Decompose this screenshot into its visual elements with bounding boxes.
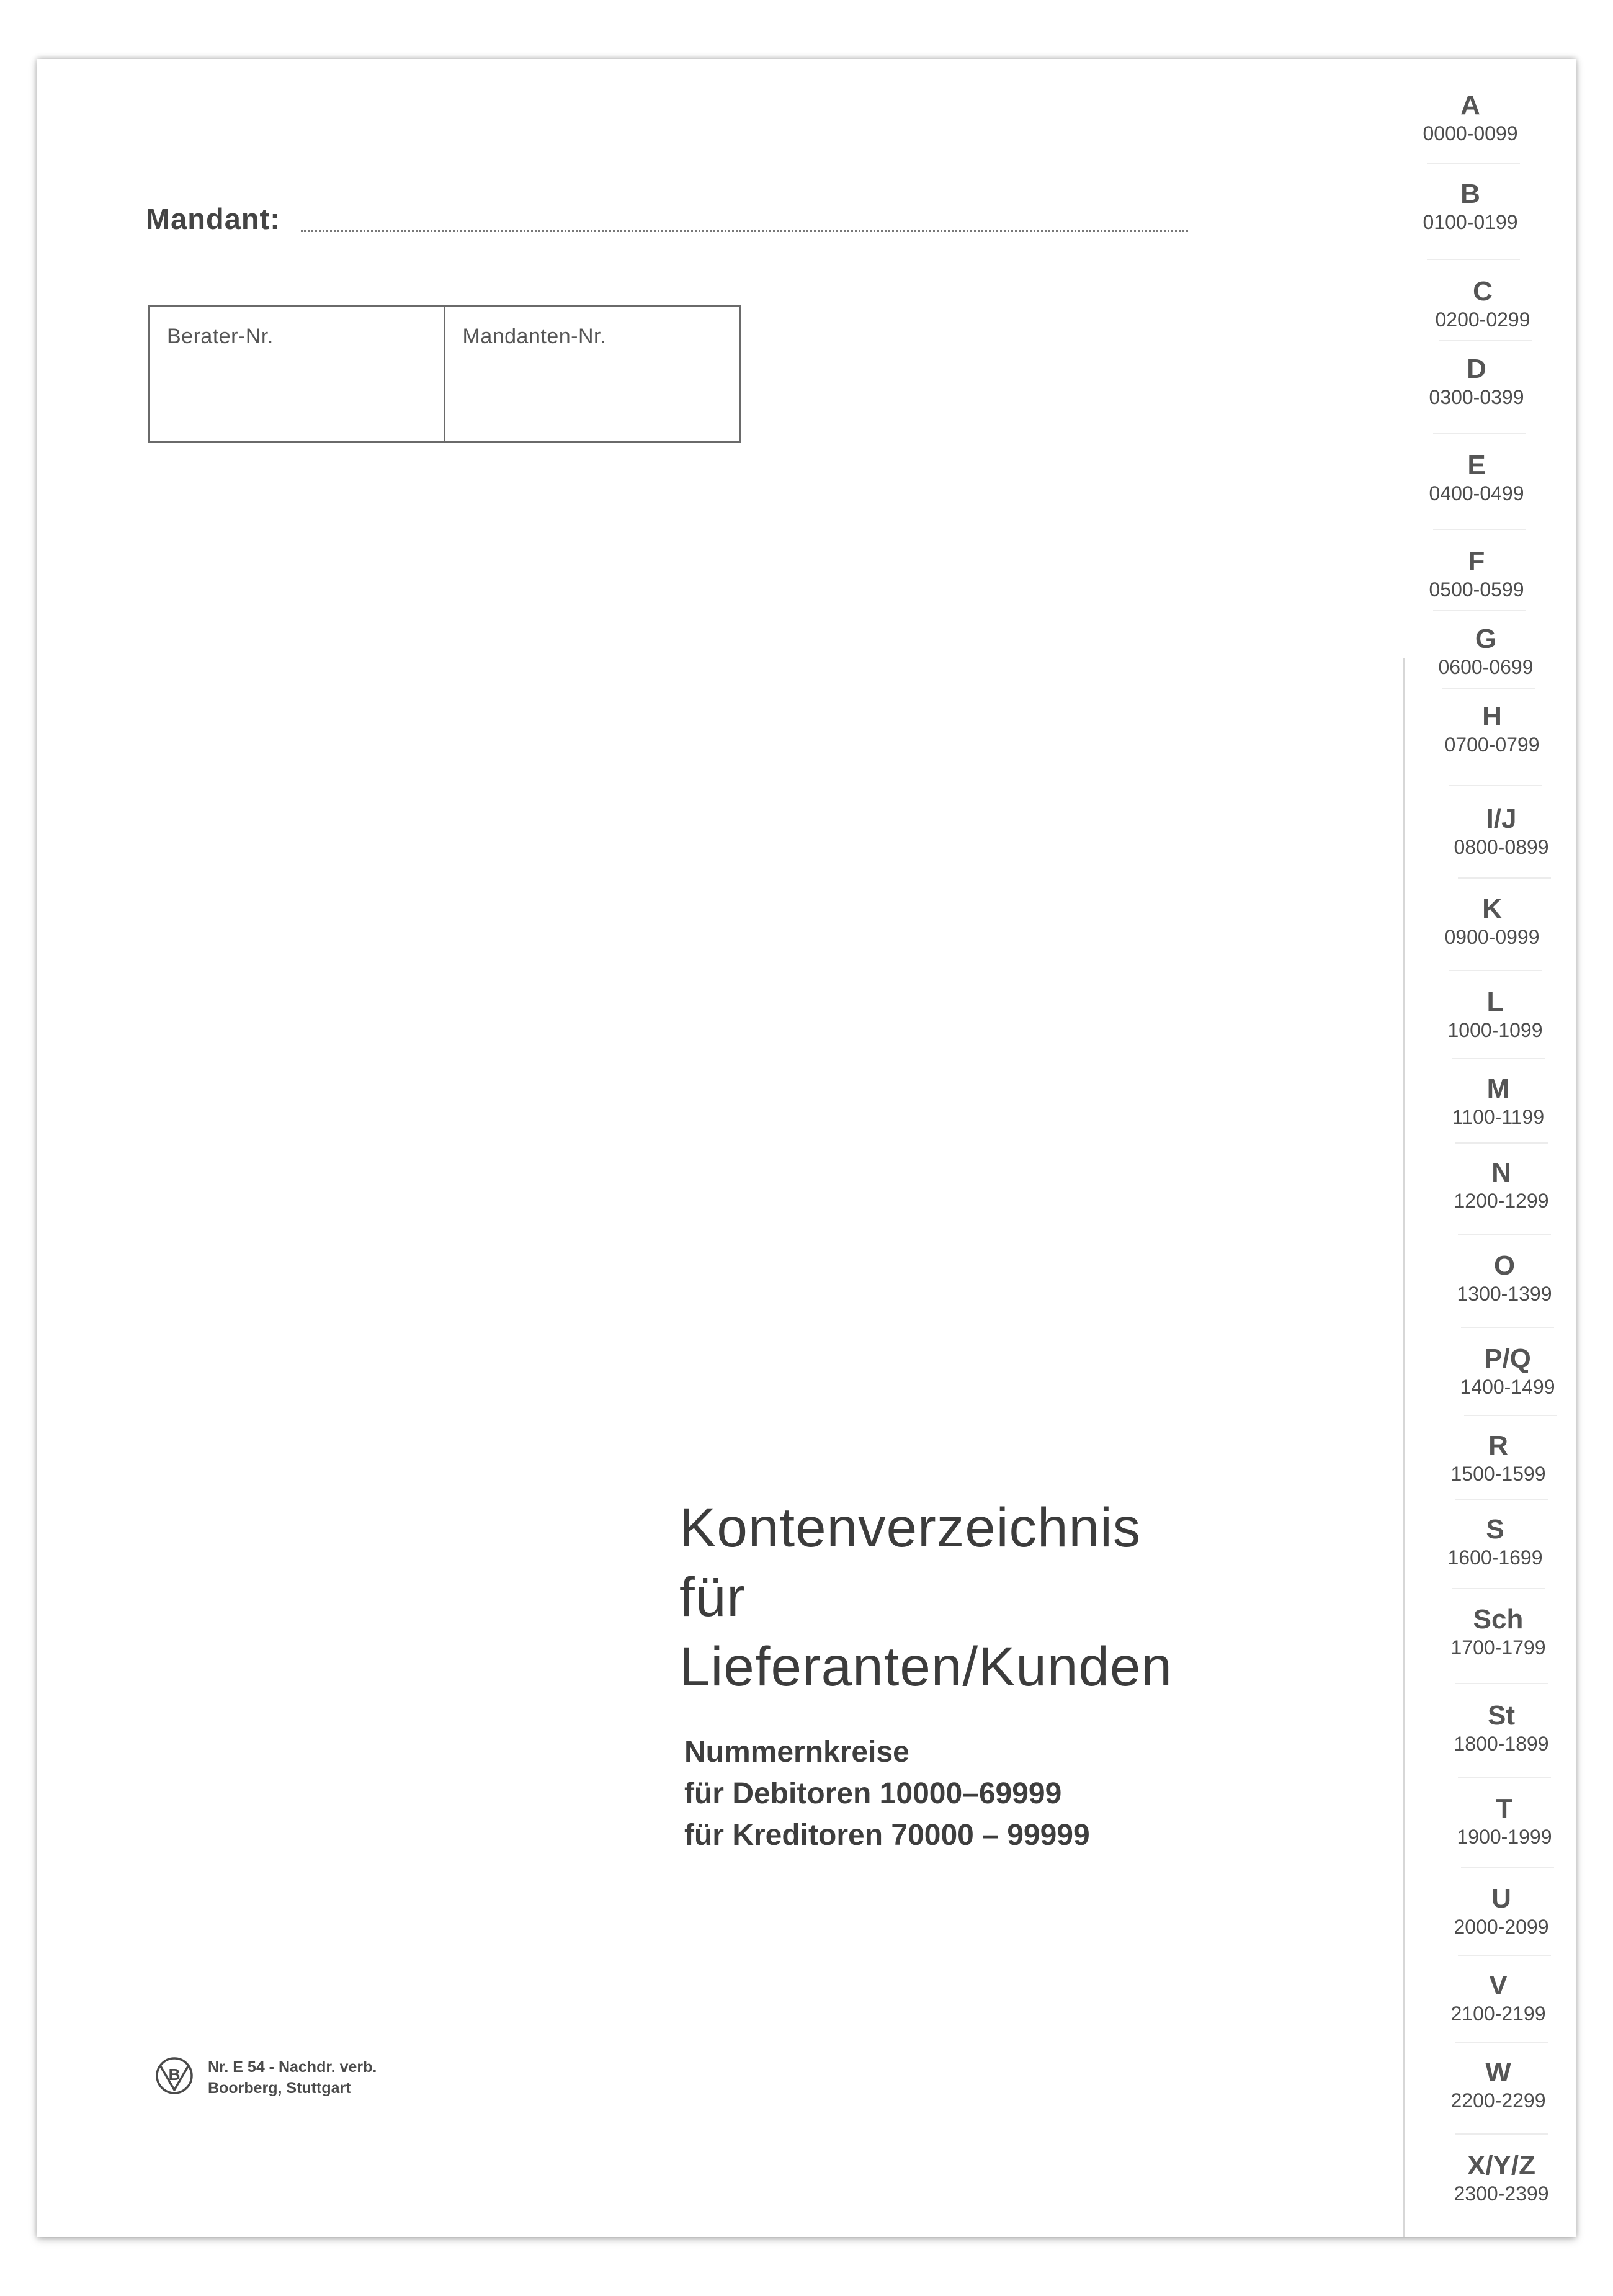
register-tab[interactable] (1433, 2150, 1570, 2206)
boorberg-logo-icon (155, 2056, 194, 2095)
register-tab-letter: M (1486, 1074, 1510, 1104)
register-tab-range: 0000-0099 (1423, 122, 1518, 145)
register-tab-letter: C (1473, 276, 1493, 307)
mandant-field[interactable] (146, 202, 1188, 245)
register-tab[interactable] (1433, 1157, 1570, 1213)
register-tab-range: 2100-2199 (1450, 2002, 1546, 2025)
register-edge-line (1403, 658, 1405, 2237)
register-tab-divider (1458, 1777, 1551, 1778)
register-tab-divider (1442, 688, 1535, 689)
register-tab-range: 0300-0399 (1429, 386, 1524, 408)
register-tab-letter: T (1496, 1793, 1513, 1824)
register-tab-divider (1458, 877, 1551, 879)
register-tab-range: 0100-0199 (1423, 211, 1518, 233)
mandanten-nr-label: Mandanten-Nr. (462, 325, 606, 348)
register-tab-range: 1000-1099 (1447, 1019, 1543, 1041)
register-tab-letter: D (1467, 354, 1486, 384)
register-tab[interactable] (1430, 1970, 1566, 2026)
register-tab-letter: H (1482, 701, 1502, 732)
logo-letter: B (168, 2065, 181, 2084)
register-tab-divider (1455, 1499, 1548, 1500)
register-tab-letter: F (1468, 546, 1485, 576)
publisher-text (208, 2056, 377, 2099)
register-tab-divider (1458, 1955, 1551, 1956)
register-tab[interactable] (1418, 624, 1554, 679)
register-tab-letter: R (1488, 1430, 1508, 1461)
register-tab-range: 0200-0299 (1435, 308, 1530, 331)
register-tab-divider (1455, 1683, 1548, 1684)
register-tab-letter: St (1488, 1700, 1515, 1731)
register-tab[interactable] (1433, 1883, 1570, 1939)
id-number-box (148, 305, 741, 443)
register-tab-divider (1464, 1415, 1557, 1416)
register-tab-divider (1449, 970, 1542, 971)
register-tab-divider (1458, 1234, 1551, 1235)
register-tab[interactable] (1427, 987, 1563, 1043)
register-tab-letter: I/J (1486, 804, 1517, 834)
number-ranges-block (684, 1731, 1305, 1856)
register-tab[interactable] (1436, 1250, 1573, 1306)
register-tab[interactable] (1439, 1343, 1576, 1399)
register-tab-letter: V (1489, 1970, 1508, 2001)
register-tab-divider (1461, 1867, 1554, 1868)
register-tab-divider (1433, 610, 1526, 611)
register-tab-letter: P/Q (1484, 1343, 1531, 1374)
register-tab-range: 0800-0899 (1454, 836, 1549, 858)
register-tab-range: 1900-1999 (1457, 1826, 1552, 1848)
register-tab-range: 1400-1499 (1460, 1376, 1555, 1398)
register-tab-divider (1449, 785, 1542, 786)
register-tab-letter: Sch (1473, 1604, 1524, 1635)
mandant-label: Mandant: (146, 202, 280, 235)
register-tab-divider (1461, 1327, 1554, 1328)
register-tab[interactable] (1430, 1074, 1566, 1129)
register-tab-range: 1700-1799 (1450, 1636, 1546, 1659)
register-tab[interactable] (1408, 546, 1545, 602)
register-tab[interactable] (1433, 804, 1570, 859)
register-tab-range: 0400-0499 (1429, 482, 1524, 504)
register-tab-letter: W (1485, 2057, 1511, 2087)
register-tab-divider (1455, 1142, 1548, 1144)
register-tab-range: 0500-0599 (1429, 578, 1524, 601)
register-tab-divider (1439, 340, 1532, 341)
subtitle-line-3: für Kreditoren 70000 – 99999 (684, 1819, 1090, 1852)
publisher-line-2: Boorberg, Stuttgart (208, 2079, 351, 2097)
berater-nr-cell[interactable] (150, 307, 444, 441)
register-tab[interactable] (1430, 2057, 1566, 2113)
register-tab-divider (1452, 1588, 1545, 1589)
register-tab[interactable] (1408, 450, 1545, 506)
register-tab-divider (1433, 433, 1526, 434)
register-tab-range: 0900-0999 (1444, 926, 1540, 948)
register-tab-letter: N (1491, 1157, 1511, 1188)
berater-nr-label: Berater-Nr. (167, 325, 274, 348)
register-tab-range: 1600-1699 (1447, 1546, 1543, 1569)
register-tab[interactable] (1408, 354, 1545, 410)
title-line-3: Lieferanten/Kunden (679, 1635, 1173, 1697)
register-tab-divider (1427, 259, 1520, 260)
register-tab-range: 2300-2399 (1454, 2182, 1549, 2205)
title-line-1: Kontenverzeichnis (679, 1496, 1142, 1558)
register-tab-divider (1427, 163, 1520, 164)
register-tab-letter: K (1482, 894, 1502, 924)
register-tab[interactable] (1424, 701, 1560, 757)
register-tab[interactable] (1430, 1430, 1566, 1486)
register-tab-range: 2200-2299 (1450, 2089, 1546, 2112)
mandanten-nr-cell[interactable] (444, 307, 739, 441)
register-tab-divider (1455, 2042, 1548, 2043)
register-tab[interactable] (1414, 276, 1551, 332)
register-tab-letter: L (1486, 987, 1504, 1017)
register-tab-divider (1452, 1058, 1545, 1059)
register-tab-letter: O (1493, 1250, 1516, 1281)
register-tab[interactable] (1427, 1514, 1563, 1570)
register-tab[interactable] (1436, 1793, 1573, 1849)
register-tab-letter: U (1491, 1883, 1511, 1914)
register-tab-range: 1200-1299 (1454, 1190, 1549, 1212)
title-line-2: für (679, 1566, 746, 1628)
register-tab-divider (1455, 2133, 1548, 2135)
register-tab-letter: A (1460, 90, 1480, 120)
register-tab[interactable] (1430, 1604, 1566, 1660)
register-tab-letter: S (1486, 1514, 1504, 1545)
register-tab[interactable] (1433, 1700, 1570, 1756)
register-tab-range: 1800-1899 (1454, 1733, 1549, 1755)
register-tab-range: 2000-2099 (1454, 1916, 1549, 1938)
mandant-dotted-line[interactable] (301, 230, 1188, 232)
register-tab-letter: E (1467, 450, 1486, 480)
register-tab-range: 1100-1199 (1452, 1106, 1545, 1128)
register-tab-range: 1300-1399 (1457, 1283, 1552, 1305)
subtitle-line-2: für Debitoren 10000–69999 (684, 1777, 1062, 1810)
register-tab-letter: B (1460, 179, 1480, 209)
document-title (679, 1492, 1393, 1701)
register-tab[interactable] (1402, 179, 1539, 235)
register-tab-letter: X/Y/Z (1467, 2150, 1536, 2181)
register-tab-range: 0600-0699 (1438, 656, 1534, 678)
register-tab-range: 1500-1599 (1450, 1463, 1546, 1485)
register-tab-letter: G (1475, 624, 1497, 654)
publisher-imprint (155, 2054, 527, 2110)
register-tab-range: 0700-0799 (1444, 733, 1540, 756)
subtitle-line-1: Nummernkreise (684, 1736, 909, 1769)
register-tab[interactable] (1402, 90, 1539, 146)
publisher-line-1: Nr. E 54 - Nachdr. verb. (208, 2058, 377, 2076)
register-tab[interactable] (1424, 894, 1560, 949)
register-tab-divider (1433, 529, 1526, 530)
